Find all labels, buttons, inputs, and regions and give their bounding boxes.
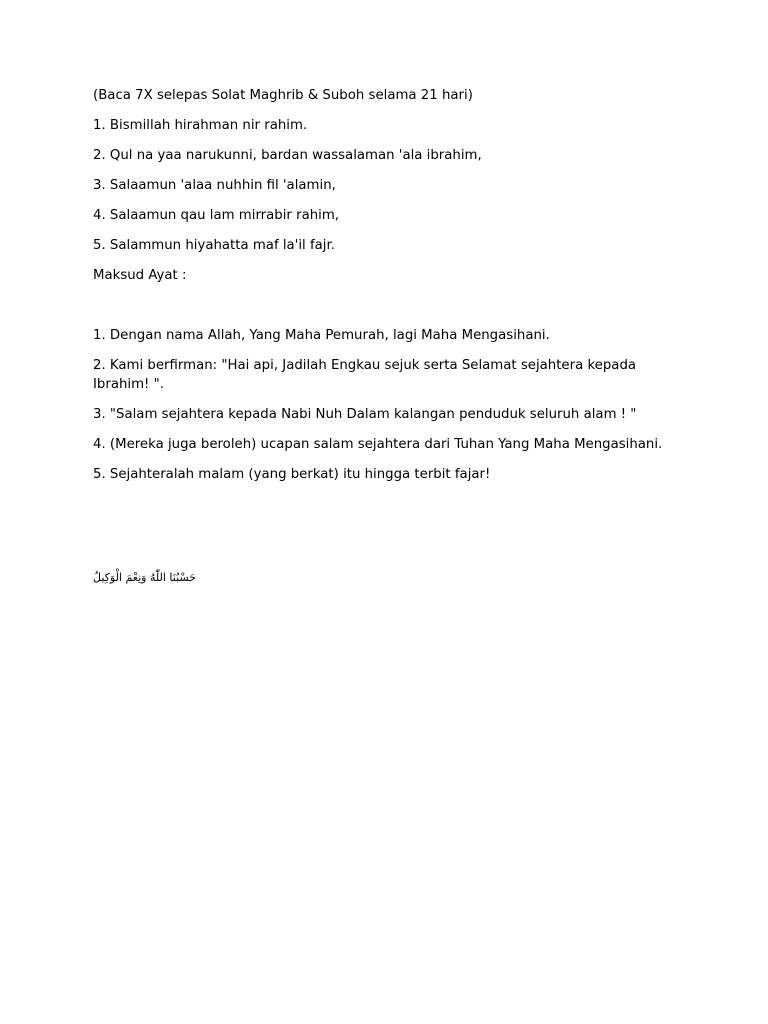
meaning-4: 4. (Mereka juga beroleh) ucapan salam sejahtera dari Tuhan Yang Maha Mengasihani.	[93, 437, 663, 452]
verse-3: 3. Salaamun 'alaa nuhhin fil 'alamin,	[93, 178, 336, 193]
verse-2: 2. Qul na yaa narukunni, bardan wassalaman 'ala ibrahim,	[93, 148, 482, 163]
meaning-1: 1. Dengan nama Allah, Yang Maha Pemurah, lagi Maha Mengasihani.	[93, 328, 550, 343]
verse-5: 5. Salammun hiyahatta maf la'il fajr.	[93, 238, 335, 253]
meaning-2: 2. Kami berfirman: "Hai api, Jadilah Engkau sejuk serta Selamat sejahtera kepada Ibrahim! ".	[93, 358, 637, 392]
meaning-3: 3. "Salam sejahtera kepada Nabi Nuh Dalam kalangan penduduk seluruh alam ! "	[93, 407, 637, 422]
verse-1: 1. Bismillah hirahman nir rahim.	[93, 118, 308, 133]
verse-4: 4. Salaamun qau lam mirrabir rahim,	[93, 208, 340, 223]
meaning-5: 5. Sejahteralah malam (yang berkat) itu hingga terbit fajar!	[93, 467, 491, 482]
intro-text: (Baca 7X selepas Solat Maghrib & Suboh selama 21 hari)	[93, 88, 473, 103]
blank-line	[93, 296, 683, 326]
meaning-heading: Maksud Ayat :	[93, 268, 187, 283]
arabic-phrase: حَسْبُنَا اللّٰهُ وَنِعْمَ الْوَكِيلُ	[93, 571, 197, 584]
document-body	[93, 86, 683, 495]
